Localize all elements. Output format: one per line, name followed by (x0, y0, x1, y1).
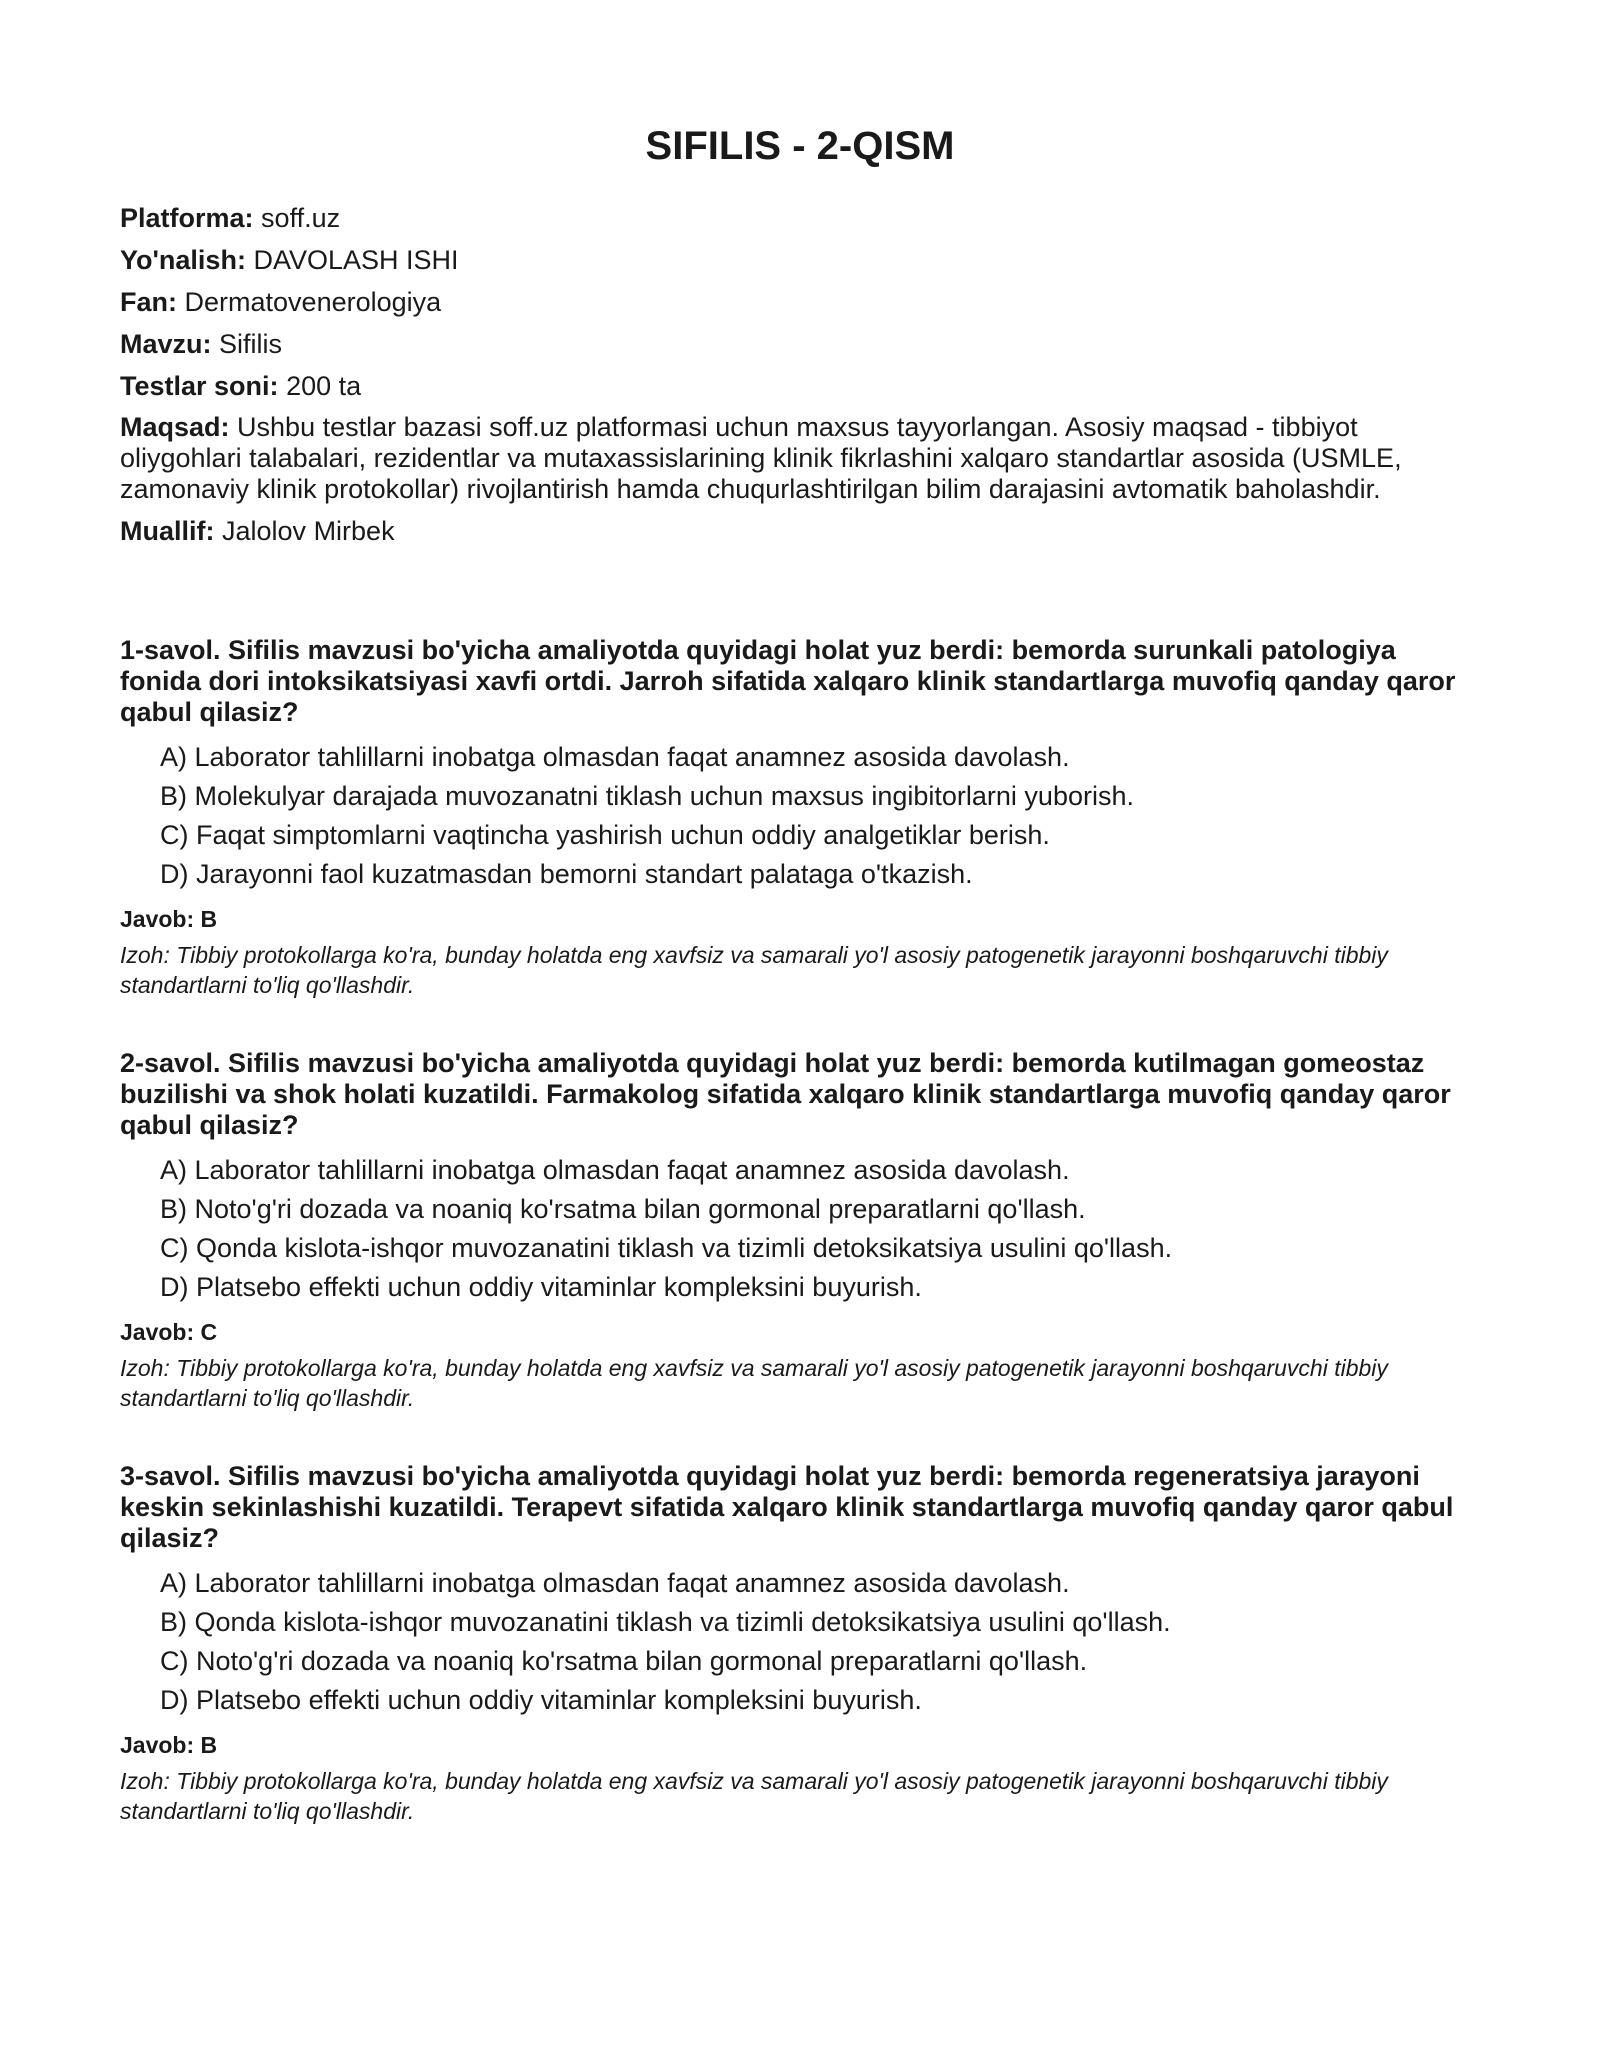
meta-topic-value: Sifilis (219, 329, 283, 359)
page-title: SIFILIS - 2-QISM (645, 124, 955, 168)
question-text: 1-savol. Sifilis mavzusi bo'yicha amaliyotda quyidagi holat yuz berdi: bemorda surunkali patologiya fonida dori intoksikatsiyasi xavfi ortdi. Jarroh sifatida xalqaro klinik standartlarga muvofiq qanday qaror qabul qilasiz? (120, 635, 1456, 727)
meta-purpose (120, 412, 1460, 505)
option-b: B) Molekulyar darajada muvozanatni tiklash uchun maxsus ingibitorlarni yuborish. (160, 781, 1134, 811)
meta-direction-label: Yo'nalish: (120, 245, 246, 275)
meta-tests-value: 200 ta (286, 371, 362, 401)
question-text: 2-savol. Sifilis mavzusi bo'yicha amaliyotda quyidagi holat yuz berdi: bemorda kutilmagan gomeostaz buzilishi va shok holati kuzatildi. Farmakolog sifatida xalqaro klinik standartlarga muvofiq qanday qaror qabul qilasiz? (120, 1048, 1451, 1140)
answer-key: Javob: C (120, 1319, 218, 1345)
meta-platform (120, 202, 1480, 234)
meta-subject-value: Dermatovenerologiya (184, 287, 442, 317)
option-c: C) Faqat simptomlarni vaqtincha yashirish uchun oddiy analgetiklar berish. (160, 820, 1050, 850)
answer-key: Javob: B (120, 906, 218, 932)
meta-platform-value: soff.uz (261, 203, 341, 233)
question-block (120, 1461, 1480, 1826)
option-d: D) Jarayonni faol kuzatmasdan bemorni standart palataga o'tkazish. (160, 859, 973, 889)
question-block (120, 635, 1480, 1000)
meta-direction-value: DAVOLASH ISHI (253, 245, 459, 275)
answer-explanation: Izoh: Tibbiy protokollarga ko'ra, bunday holatda eng xavfsiz va samarali yo'l asosiy patogenetik jarayonni boshqaruvchi tibbiy standartlarni to'liq qo'llashdir. (120, 1768, 1388, 1824)
meta-subject-label: Fan: (120, 287, 177, 317)
document-metadata (120, 202, 1480, 547)
option-d: D) Platsebo effekti uchun oddiy vitaminlar kompleksini buyurish. (160, 1685, 922, 1715)
option-c: C) Qonda kislota-ishqor muvozanatini tiklash va tizimli detoksikatsiya usulini qo'llash. (160, 1233, 1173, 1263)
answer-options (120, 738, 1480, 894)
meta-subject (120, 286, 1480, 318)
meta-tests-label: Testlar soni: (120, 371, 279, 401)
option-a: A) Laborator tahlillarni inobatga olmasdan faqat anamnez asosida davolash. (160, 1155, 1070, 1185)
meta-purpose-label: Maqsad: (120, 412, 230, 442)
answer-explanation: Izoh: Tibbiy protokollarga ko'ra, bunday holatda eng xavfsiz va samarali yo'l asosiy patogenetik jarayonni boshqaruvchi tibbiy standartlarni to'liq qo'llashdir. (120, 1355, 1388, 1411)
meta-tests-count (120, 370, 1480, 402)
question-block (120, 1048, 1480, 1413)
meta-topic (120, 328, 1480, 360)
option-b: B) Noto'g'ri dozada va noaniq ko'rsatma bilan gormonal preparatlarni qo'llash. (160, 1194, 1086, 1224)
question-text: 3-savol. Sifilis mavzusi bo'yicha amaliyotda quyidagi holat yuz berdi: bemorda regeneratsiya jarayoni keskin sekinlashishi kuzatildi. Terapevt sifatida xalqaro klinik standartlarga muvofiq qanday qaror qabul qilasiz? (120, 1461, 1454, 1553)
meta-platform-label: Platforma: (120, 203, 254, 233)
meta-author-label: Muallif: (120, 516, 215, 546)
meta-purpose-value: Ushbu testlar bazasi soff.uz platformasi uchun maxsus tayyorlangan. Asosiy maqsad - tibbiyot oliygohlari talabalari, rezidentlar va mutaxassislarining klinik fikrlashini xalqaro standartlar asosida (USMLE, zamonaviy klinik protokollar) rivojlantirish hamda chuqurlashtirilgan bilim darajasini avtomatik baholashdir. (120, 412, 1402, 504)
answer-explanation: Izoh: Tibbiy protokollarga ko'ra, bunday holatda eng xavfsiz va samarali yo'l asosiy patogenetik jarayonni boshqaruvchi tibbiy standartlarni to'liq qo'llashdir. (120, 942, 1388, 998)
meta-direction (120, 244, 1480, 276)
answer-options (120, 1564, 1480, 1720)
answer-key: Javob: B (120, 1732, 218, 1758)
meta-author (120, 515, 1480, 547)
option-a: A) Laborator tahlillarni inobatga olmasdan faqat anamnez asosida davolash. (160, 742, 1070, 772)
meta-author-value: Jalolov Mirbek (222, 516, 395, 546)
option-a: A) Laborator tahlillarni inobatga olmasdan faqat anamnez asosida davolash. (160, 1568, 1070, 1598)
answer-options (120, 1151, 1480, 1307)
meta-topic-label: Mavzu: (120, 329, 212, 359)
option-b: B) Qonda kislota-ishqor muvozanatini tiklash va tizimli detoksikatsiya usulini qo'llash. (160, 1607, 1171, 1637)
option-c: C) Noto'g'ri dozada va noaniq ko'rsatma bilan gormonal preparatlarni qo'llash. (160, 1646, 1088, 1676)
option-d: D) Platsebo effekti uchun oddiy vitaminlar kompleksini buyurish. (160, 1272, 922, 1302)
